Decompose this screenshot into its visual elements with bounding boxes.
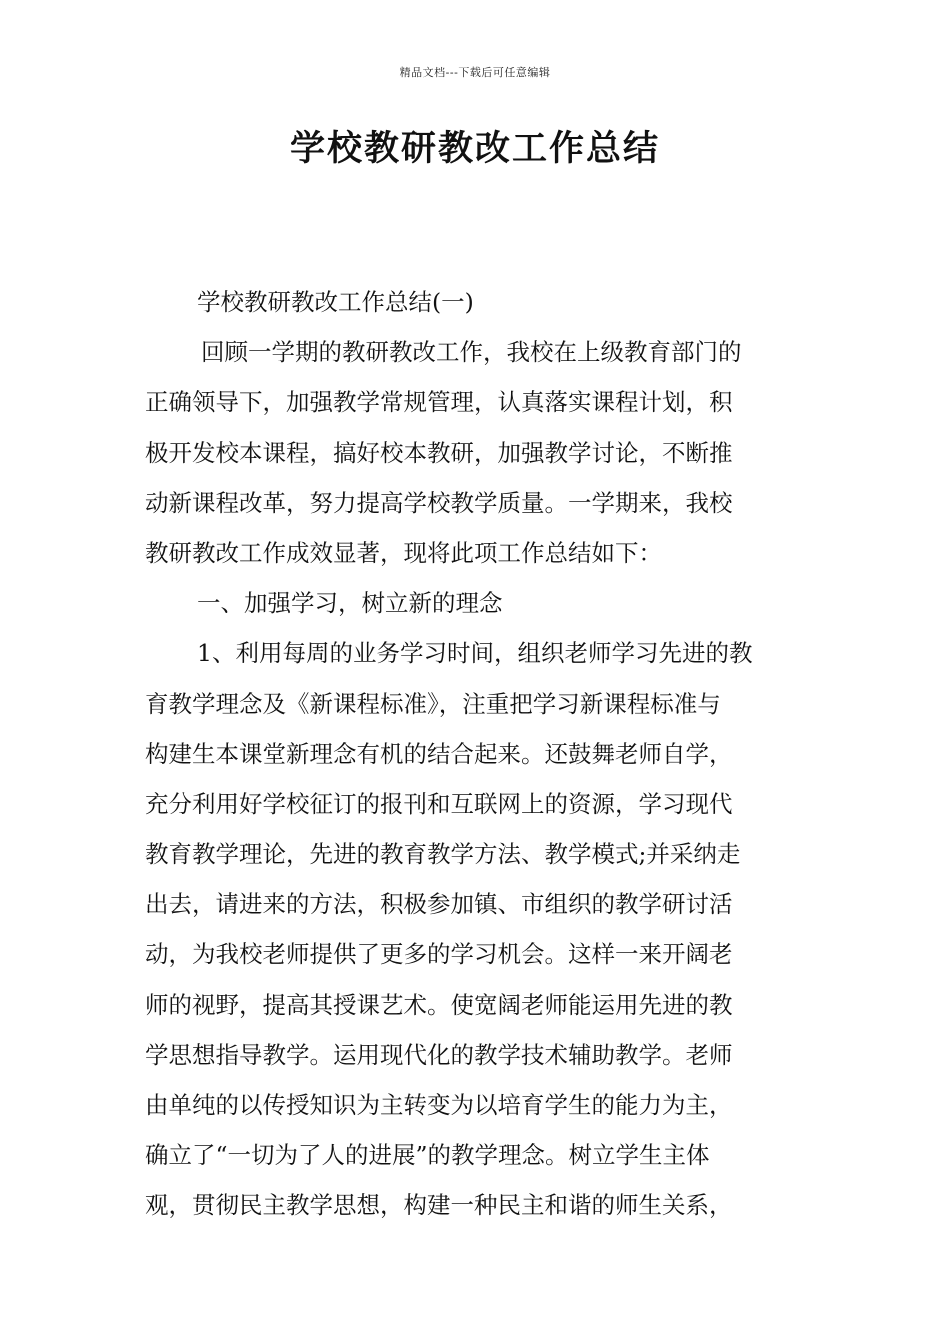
paragraph-line: 育教学理念及《新课程标准》，注重把学习新课程标准与 — [145, 689, 721, 718]
paragraph-line: 1、利用每周的业务学习时间，组织老师学习先进的教 — [197, 639, 753, 668]
document-title: 学校教研教改工作总结 — [289, 129, 660, 169]
paragraph-line: 构建生本课堂新理念有机的结合起来。还鼓舞老师自学， — [145, 739, 733, 768]
paragraph-line: 师的视野，提高其授课艺术。使宽阔老师能运用先进的教 — [145, 990, 733, 1019]
subsection-heading: 一、加强学习，树立新的理念 — [197, 589, 503, 618]
paragraph-line: 回顾一学期的教研教改工作，我校在上级教育部门的 — [201, 338, 742, 367]
paragraph-line: 由单纯的以传授知识为主转变为以培育学生的能力为主， — [145, 1091, 733, 1119]
paragraph-line: 极开发校本课程，搞好校本教研，加强教学讨论，不断推 — [145, 438, 733, 467]
paragraph-line: 确立了“一切为了人的进展”的教学理念。树立学生主体 — [145, 1141, 710, 1170]
paragraph-line: 观，贯彻民主教学思想，构建一种民主和谐的师生关系， — [145, 1191, 733, 1220]
paragraph-line: 出去，请进来的方法，积极参加镇、市组织的教学研讨活 — [145, 890, 733, 919]
paragraph-line: 充分利用好学校征订的报刊和互联网上的资源，学习现代 — [145, 789, 733, 818]
paragraph-line: 动，为我校老师提供了更多的学习机会。这样一来开阔老 — [145, 940, 733, 969]
paragraph-line: 动新课程改革，努力提高学校教学质量。一学期来，我校 — [145, 488, 733, 517]
paragraph-line: 正确领导下，加强教学常规管理，认真落实课程计划，积 — [145, 388, 733, 417]
paragraph-line: 教育教学理论，先进的教育教学方法、教学模式;并采纳走 — [145, 840, 741, 869]
paragraph-line: 教研教改工作成效显著，现将此项工作总结如下： — [145, 538, 662, 567]
paragraph-line: 学思想指导教学。运用现代化的教学技术辅助教学。老师 — [145, 1040, 733, 1069]
section-heading: 学校教研教改工作总结(一) — [197, 288, 474, 316]
header-note: 精品文档---下载后可任意编辑 — [399, 66, 551, 79]
document-body — [145, 277, 810, 1231]
